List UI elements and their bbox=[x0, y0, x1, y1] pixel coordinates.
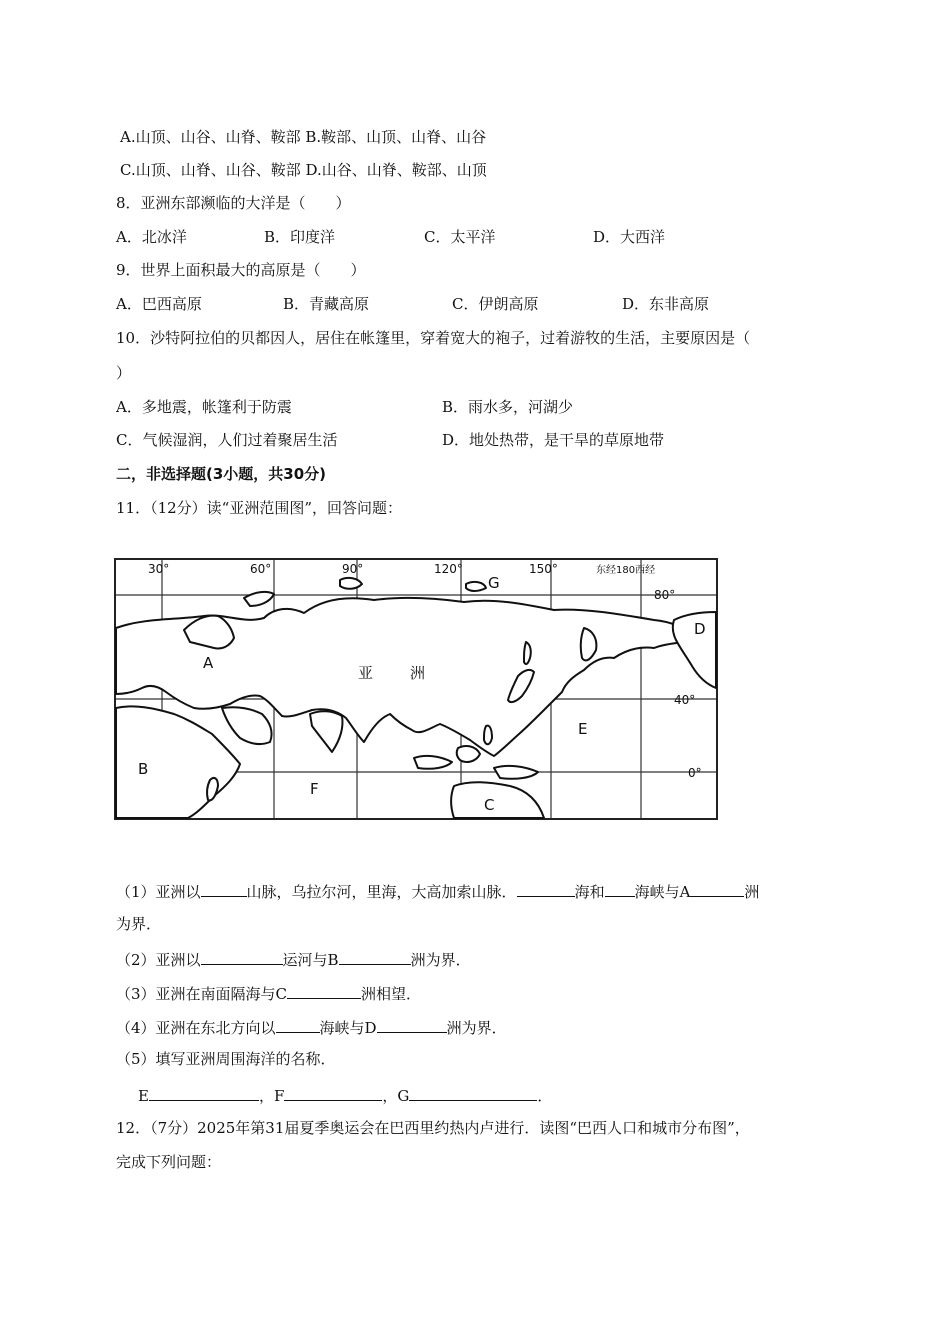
q11-p1-blank-1[interactable] bbox=[201, 880, 247, 897]
q8-option-c: C．太平洋 bbox=[424, 228, 496, 246]
q11-part-1 bbox=[116, 880, 759, 902]
severnaya-zemlya bbox=[340, 578, 362, 589]
q9-option-b: B．青藏高原 bbox=[283, 295, 370, 313]
q11-p5-label-g: ，G bbox=[382, 1087, 410, 1105]
q12-stem-line-2: 完成下列问题： bbox=[116, 1153, 222, 1171]
q7-option-row-1: A.山顶、山谷、山脊、鞍部 B.鞍部、山顶、山脊、山谷 bbox=[120, 128, 487, 146]
q8-option-a: A．北冰洋 bbox=[116, 228, 187, 246]
lon-label-30: 30° bbox=[148, 562, 170, 576]
map-label-asia-2: 洲 bbox=[410, 664, 426, 682]
map-letter-a: A bbox=[203, 654, 214, 672]
q8-stem: 8．亚洲东部濒临的大洋是（ ） bbox=[116, 194, 351, 212]
map-letter-f: F bbox=[310, 780, 319, 798]
q11-p2-blank-2[interactable] bbox=[339, 948, 411, 965]
q11-p4-blank-1[interactable] bbox=[276, 1016, 320, 1033]
q11-p5-label-f: ，F bbox=[258, 1087, 285, 1105]
q10-option-c: C．气候湿润，人们过着聚居生活 bbox=[116, 431, 338, 449]
q11-p2-text-a: （2）亚洲以 bbox=[116, 951, 201, 969]
q10-stem-end: ） bbox=[116, 364, 132, 382]
lon-label-90: 90° bbox=[342, 562, 364, 576]
asia-range-map bbox=[114, 558, 718, 820]
q11-p2-blank-1[interactable] bbox=[201, 948, 283, 965]
lat-label-0: 0° bbox=[688, 766, 702, 780]
q10-option-d: D．地处热带，是干旱的草原地带 bbox=[442, 431, 665, 449]
borneo-island bbox=[457, 746, 480, 762]
q11-p1-blank-2[interactable] bbox=[517, 880, 575, 897]
q11-p4-text-a: （4）亚洲在东北方向以 bbox=[116, 1019, 276, 1037]
map-letter-b: B bbox=[138, 760, 149, 778]
q11-p1-text-b: 山脉，乌拉尔河，里海，大高加索山脉． bbox=[246, 883, 517, 901]
lon-label-60: 60° bbox=[250, 562, 272, 576]
q11-p1-text-d: 海峡与A bbox=[634, 883, 691, 901]
q11-p1-text-c: 海和 bbox=[574, 883, 605, 901]
q11-part-1-end: 为界． bbox=[116, 915, 162, 933]
q11-p4-text-c: 洲为界． bbox=[446, 1019, 507, 1037]
q9-option-a: A．巴西高原 bbox=[116, 295, 202, 313]
q11-part-5: （5）填写亚洲周围海洋的名称． bbox=[116, 1050, 336, 1068]
q9-stem: 9．世界上面积最大的高原是（ ） bbox=[116, 261, 366, 279]
lat-label-40: 40° bbox=[674, 693, 696, 707]
q7-option-row-2: C.山顶、山脊、山谷、鞍部 D.山谷、山脊、鞍部、山顶 bbox=[120, 161, 487, 179]
q11-p4-blank-2[interactable] bbox=[377, 1016, 447, 1033]
q8-option-b: B．印度洋 bbox=[264, 228, 336, 246]
lat-label-80: 80° bbox=[654, 588, 676, 602]
lon-label-180: 东经180西经 bbox=[596, 565, 656, 576]
q11-p5-blank-f[interactable] bbox=[284, 1084, 382, 1101]
map-label-asia-1: 亚 bbox=[358, 664, 374, 682]
q10-option-a: A．多地震，帐篷利于防震 bbox=[116, 398, 292, 416]
map-letter-c: C bbox=[484, 796, 495, 814]
q11-p4-text-b: 海峡与D bbox=[319, 1019, 377, 1037]
q9-option-d: D．东非高原 bbox=[622, 295, 710, 313]
q11-p5-blank-g[interactable] bbox=[409, 1084, 537, 1101]
new-siberian-islands bbox=[466, 582, 486, 591]
q12-stem-line-1: 12．（7分）2025年第31届夏季奥运会在巴西里约热内卢进行．读图“巴西人口和城市分布图”， bbox=[116, 1119, 750, 1137]
q11-p1-blank-3[interactable] bbox=[605, 880, 635, 897]
q11-p2-text-c: 洲为界． bbox=[410, 951, 471, 969]
philippines-islands bbox=[484, 726, 492, 745]
q8-option-d: D．大西洋 bbox=[593, 228, 666, 246]
q10-stem: 10．沙特阿拉伯的贝都因人，居住在帐篷里，穿着宽大的袍子，过着游牧的生活，主要原因是（ bbox=[116, 329, 751, 347]
map-letter-g: G bbox=[488, 574, 500, 592]
q11-p1-blank-4[interactable] bbox=[690, 880, 744, 897]
q11-p3-text-a: （3）亚洲在南面隔海与C bbox=[116, 985, 288, 1003]
q11-stem: 11．（12分）读“亚洲范围图”，回答问题： bbox=[116, 499, 403, 517]
q11-p5-label-e: E bbox=[138, 1087, 149, 1105]
section-heading: 二，非选择题(3小题，共30分) bbox=[116, 465, 327, 483]
q11-p2-text-b: 运河与B bbox=[282, 951, 339, 969]
sakhalin-island bbox=[524, 642, 531, 664]
q9-option-c: C．伊朗高原 bbox=[452, 295, 539, 313]
q11-p5-blank-e[interactable] bbox=[149, 1084, 259, 1101]
map-letter-e: E bbox=[578, 720, 588, 738]
q11-p1-text-e: 洲 bbox=[744, 883, 760, 901]
q11-p3-blank-1[interactable] bbox=[287, 982, 361, 999]
q11-part-3 bbox=[116, 982, 421, 1004]
q10-option-b: B．雨水多，河湖少 bbox=[442, 398, 574, 416]
lon-label-150: 150° bbox=[529, 562, 558, 576]
map-letter-d: D bbox=[694, 620, 706, 638]
q11-p3-text-b: 洲相望． bbox=[361, 985, 422, 1003]
q11-part-4 bbox=[116, 1016, 507, 1038]
q11-part-5-blanks bbox=[138, 1084, 552, 1106]
q11-part-2 bbox=[116, 948, 471, 970]
q11-p5-end: ． bbox=[537, 1087, 553, 1105]
q11-p1-text-a: （1）亚洲以 bbox=[116, 883, 201, 901]
lon-label-120: 120° bbox=[434, 562, 463, 576]
